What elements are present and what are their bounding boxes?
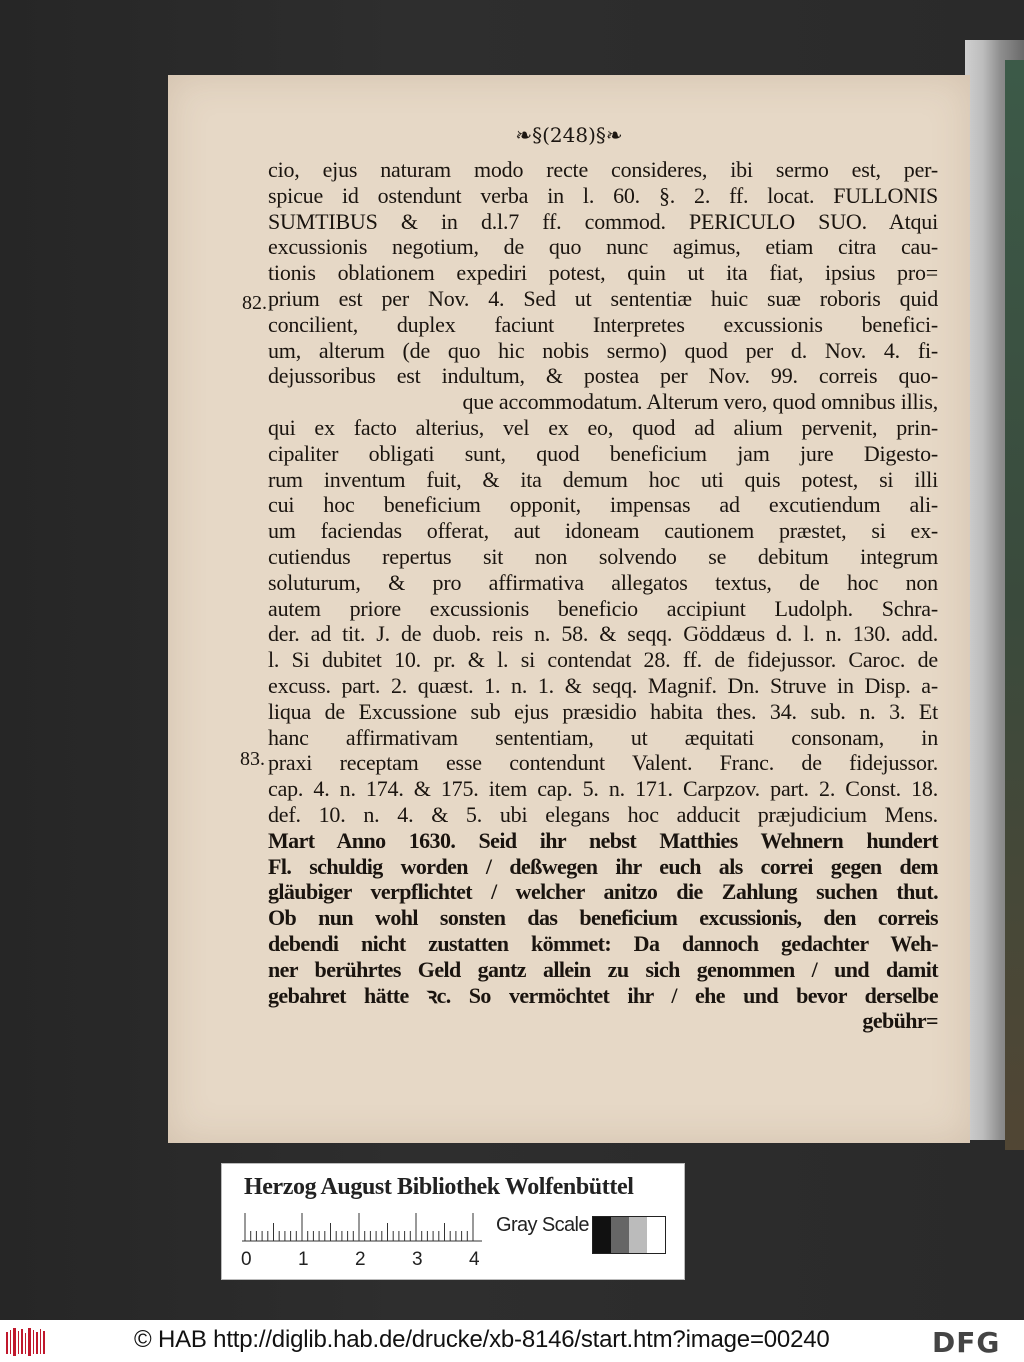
text-line: hanc affirmativam sententiam, ut æquitati consonam, in [268, 724, 938, 750]
text-line: debendi nicht zustatten kömmet: Da dannoch gedachter Weh- [268, 930, 938, 956]
text-line: gebühr= [862, 1008, 938, 1034]
text-line: def. 10. n. 4. & 5. ubi elegans hoc adducit præjudicium Mens. [268, 801, 938, 827]
text-line: Fl. schuldig worden / deßwegen ihr euch als correi gegen dem [268, 853, 938, 879]
book-page [168, 75, 970, 1143]
text-line: SUMTIBUS & in d.l.7 ff. commod. PERICULO SUO. Atqui [268, 208, 938, 234]
text-line: concilient, duplex faciunt Interpretes excussionis benefici- [268, 311, 938, 337]
swatch-black [593, 1217, 611, 1253]
ruler-number: 1 [298, 1249, 309, 1270]
text-line: soluturum, & pro affirmativa allegatos textus, de hoc non [268, 569, 938, 595]
copyright-url: © HAB http://diglib.hab.de/drucke/xb-8146/start.htm?image=00240 [134, 1326, 830, 1353]
swatch-white [647, 1217, 665, 1253]
text-line: cipaliter obligati sunt, quod beneficium jam jure Digesto- [268, 440, 938, 466]
text-line: excuss. part. 2. quæst. 1. n. 1. & seqq. Magnif. Dn. Struve in Disp. a- [268, 672, 938, 698]
ruler-number: 3 [412, 1249, 423, 1270]
dfg-logo: DFG [932, 1326, 1001, 1359]
page-header: ❧§(248)§❧ [515, 123, 623, 147]
text-line: um, alterum (de quo hic nobis sermo) quod per d. Nov. 4. fi- [268, 337, 938, 363]
swatch-light-gray [629, 1217, 647, 1253]
text-line: l. Si dubitet 10. pr. & l. si contendat 28. ff. de fidejussor. Caroc. de [268, 647, 938, 673]
book-cover-strip [1005, 60, 1024, 1150]
library-name: Herzog August Bibliothek Wolfenbüttel [244, 1174, 634, 1200]
library-label-card [221, 1163, 685, 1280]
gray-scale-label: Gray Scale [496, 1214, 589, 1236]
text-line: praxi receptam esse contendunt Valent. Franc. de fidejussor. [268, 750, 938, 776]
text-line: cui hoc beneficium opponit, impensas ad excutiendum ali- [268, 492, 938, 518]
swatch-dark-gray [611, 1217, 629, 1253]
text-line: autem priore excussionis beneficio accipiunt Ludolph. Schra- [268, 595, 938, 621]
text-line: prium est per Nov. 4. Sed ut sententiæ huic suæ roboris quid [268, 285, 938, 311]
text-line: rum inventum fuit, & ita demum hoc uti quis potest, si illi [268, 466, 938, 492]
margin-number-82: 82. [242, 292, 267, 314]
body-text [268, 157, 938, 1034]
barcode-icon [6, 1328, 46, 1356]
text-line: dejussoribus est indultum, & postea per Nov. 99. correis quo- [268, 363, 938, 389]
text-line: der. ad tit. J. de duob. reis n. 58. & seqq. Göddæus d. l. n. 130. add. [268, 621, 938, 647]
text-line: spicue id ostendunt verba in l. 60. §. 2. ff. locat. FULLONIS [268, 182, 938, 208]
text-line: que accommodatum. Alterum vero, quod omnibus illis, [462, 389, 938, 415]
footer-bar [0, 1320, 1024, 1362]
text-line: cio, ejus naturam modo recte consideres, ibi sermo est, per- [268, 157, 938, 182]
text-line: qui ex facto alterius, vel ex eo, quod ad alium pervenit, prin- [268, 414, 938, 440]
ruler [242, 1212, 487, 1242]
text-line: tionis oblationem expediri potest, quin ut ita fiat, ipsius pro= [268, 260, 938, 286]
ruler-number: 2 [355, 1249, 366, 1270]
text-line: Mart Anno 1630. Seid ihr nebst Matthies Wehnern hundert [268, 827, 938, 853]
text-line: excussionis negotium, de quo nunc agimus, etiam citra cau- [268, 234, 938, 260]
gray-scale-swatches [592, 1216, 666, 1254]
text-line: liqua de Excussione sub ejus præsidio habita thes. 34. sub. n. 3. Et [268, 698, 938, 724]
ruler-number: 0 [241, 1249, 252, 1270]
text-line: cap. 4. n. 174. & 175. item cap. 5. n. 171. Carpzov. part. 2. Const. 18. [268, 776, 938, 802]
text-line: cutiendus repertus sit non solvendo se debitum integrum [268, 543, 938, 569]
text-line: ner berührtes Geld gantz allein zu sich genommen / und damit [268, 956, 938, 982]
text-line: um faciendas offerat, aut idoneam cautionem præstet, si ex- [268, 518, 938, 544]
text-line: gebahret hätte ꝛc. So vermöchtet ihr / ehe und bevor derselbe [268, 982, 938, 1008]
ruler-number: 4 [469, 1249, 480, 1270]
text-line: gläubiger verpflichtet / welcher anitzo die Zahlung suchen thut. [268, 879, 938, 905]
ruler-numbers [236, 1249, 496, 1271]
margin-number-83: 83. [240, 748, 265, 770]
text-line: Ob nun wohl sonsten das beneficium excussionis, den correis [268, 905, 938, 931]
